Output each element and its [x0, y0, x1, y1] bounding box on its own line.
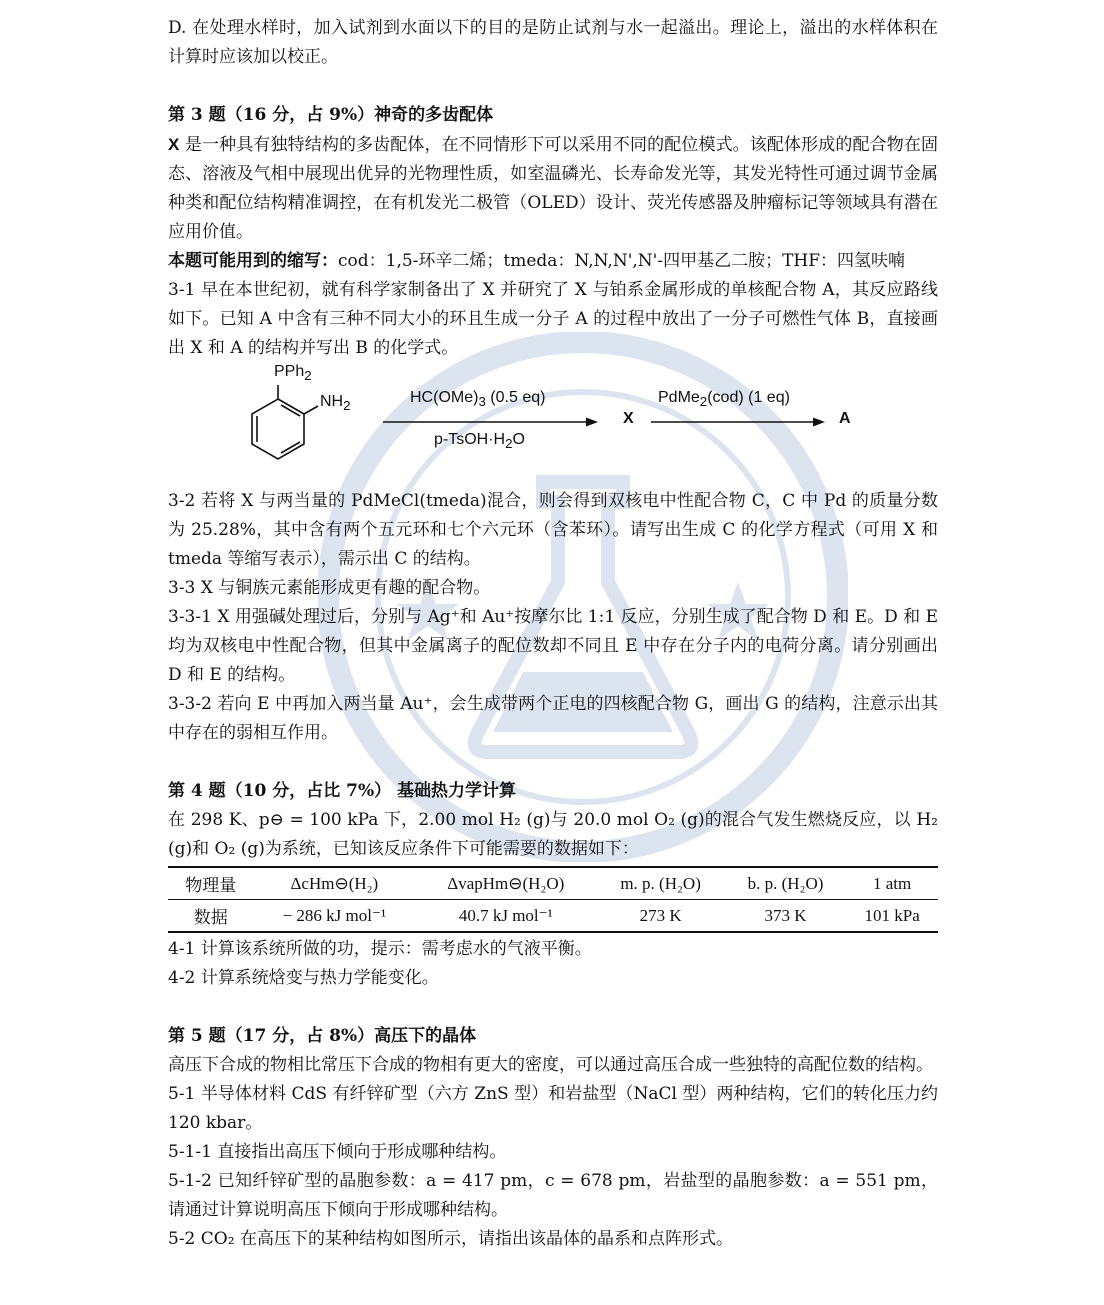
q3-intro-x: X — [168, 135, 180, 154]
q3-abbreviations: 本题可能用到的缩写：cod：1,5-环辛二烯；tmeda：N,N,N',N'-四甲基乙二胺；THF：四氢呋喃 — [168, 251, 906, 271]
pph2-label: PPh$_2$ — [274, 363, 312, 384]
q5-heading: 第 5 题（17 分，占 8%）高压下的晶体 — [168, 1026, 477, 1046]
q3-1: 3-1 早在本世纪初，就有科学家制备出了 X 并研究了 X 与铂系金属形成的单核配合物 A，其反应路线如下。已知 A 中含有三种不同大小的环且生成一分子 A 的过程中放出了一分子可燃性气体 B，直接画出 X 和 A 的结构并写出 B 的化学式。 — [168, 280, 938, 358]
table-header: m. p. (H₂O) — [620, 873, 701, 893]
table-cell: 373 K — [764, 905, 807, 925]
q4-2: 4-2 计算系统焓变与热力学能变化。 — [168, 968, 439, 988]
product-a: A — [839, 410, 851, 427]
table-header: ΔvapHm⊖(H₂O) — [447, 873, 565, 893]
table-header: ΔcHm⊖(H₂) — [290, 873, 379, 893]
table-cell: 40.7 kJ mol⁻¹ — [458, 905, 553, 925]
q5-1-2: 5-1-2 已知纤锌矿型的晶胞参数：a = 417 pm，c = 678 pm，岩盐型的晶胞参数：a = 551 pm，请通过计算说明高压下倾向于形成哪种结构。 — [168, 1171, 938, 1220]
q3-intro: X 是一种具有独特结构的多齿配体，在不同情形下可以采用不同的配位模式。该配体形成的配合物在固态、溶液及气相中展现出优异的光物理性质，如室温磷光、长寿命发光等，其发光特性可通过调节金属种类和配位结构精准调控，在有机发光二极管（OLED）设计、荧光传感器及肿瘤标记等领域具有潜在应用价值。 — [168, 135, 938, 242]
q3-3: 3-3 X 与铜族元素能形成更有趣的配合物。 — [168, 578, 491, 598]
q3-heading: 第 3 题（16 分，占 9%）神奇的多齿配体 — [168, 105, 494, 125]
table-cell: − 286 kJ mol⁻¹ — [282, 905, 387, 925]
reagent-1-top: $HC(OMe)_3$ (0.5 eq) — [410, 389, 546, 410]
table-cell: 273 K — [639, 905, 682, 925]
reagent-1-bottom: $p-TsOH\cdot H_2O$ — [434, 431, 525, 452]
reaction-arrowhead-1 — [586, 418, 598, 427]
document-page — [168, 14, 938, 1254]
q4-heading: 第 4 题（10 分，占比 7%） 基础热力学计算 — [168, 781, 517, 801]
table-header: 1 atm — [873, 873, 912, 893]
benzene-ring — [252, 385, 318, 459]
q4-1: 4-1 计算该系统所做的功，提示：需考虑水的气液平衡。 — [168, 939, 592, 959]
thermo-data-table — [168, 866, 938, 933]
table-header-row — [168, 867, 938, 900]
q5-intro: 高压下合成的物相比常压下合成的物相有更大的密度，可以通过高压合成一些独特的高配位数的结构。 — [168, 1055, 933, 1075]
reagent-2-top: PdMe$_2$(cod) (1 eq) — [658, 389, 790, 410]
nh2-label: $NH_2$ — [320, 393, 351, 414]
q4-intro: 在 298 K、p⊖ = 100 kPa 下，2.00 mol H₂ (g)与 20.0 mol O₂ (g)的混合气发生燃烧反应，以 H₂ (g)和 O₂ (g)为系统，已知该反应条件下可能需要的数据如下： — [168, 810, 938, 859]
intermediate-x: X — [623, 410, 634, 427]
table-header: b. p. (H₂O) — [747, 873, 824, 893]
reaction-scheme — [168, 363, 938, 485]
q2-option-d: D. 在处理水样时，加入试剂到水面以下的目的是防止试剂与水一起溢出。理论上，溢出的水样体积在计算时应该加以校正。 — [168, 18, 938, 67]
q3-3-2: 3-3-2 若向 E 中再加入两当量 Au⁺，会生成带两个正电的四核配合物 G，画出 G 的结构，注意示出其中存在的弱相互作用。 — [168, 694, 938, 743]
q3-3-1: 3-3-1 X 用强碱处理过后，分别与 Ag⁺和 Au⁺按摩尔比 1:1 反应，分别生成了配合物 D 和 E。D 和 E 均为双核电中性配合物，但其中金属离子的配位数却不同且 E 中存在分子内的电荷分离。请分别画出 D 和 E 的结构。 — [168, 607, 938, 685]
table-cell: 101 kPa — [864, 905, 920, 925]
q5-1: 5-1 半导体材料 CdS 有纤锌矿型（六方 ZnS 型）和岩盐型（NaCl 型）两种结构，它们的转化压力约 120 kbar。 — [168, 1084, 938, 1133]
table-header: 物理量 — [185, 876, 237, 895]
reaction-scheme-svg — [168, 369, 938, 485]
reaction-arrowhead-2 — [813, 418, 825, 427]
q3-2: 3-2 若将 X 与两当量的 PdMeCl(tmeda)混合，则会得到双核电中性配合物 C，C 中 Pd 的质量分数为 25.28%，其中含有两个五元环和七个六元环（含苯环）。请写出生成 C 的化学方程式（可用 X 和 tmeda 等缩写表示），需示出 C 的结构。 — [168, 491, 938, 569]
table-cell: 数据 — [193, 908, 228, 927]
q5-1-1: 5-1-1 直接指出高压下倾向于形成哪种结构。 — [168, 1142, 507, 1162]
table-row — [168, 900, 938, 933]
q5-2: 5-2 CO₂ 在高压下的某种结构如图所示，请指出该晶体的晶系和点阵形式。 — [168, 1229, 733, 1249]
